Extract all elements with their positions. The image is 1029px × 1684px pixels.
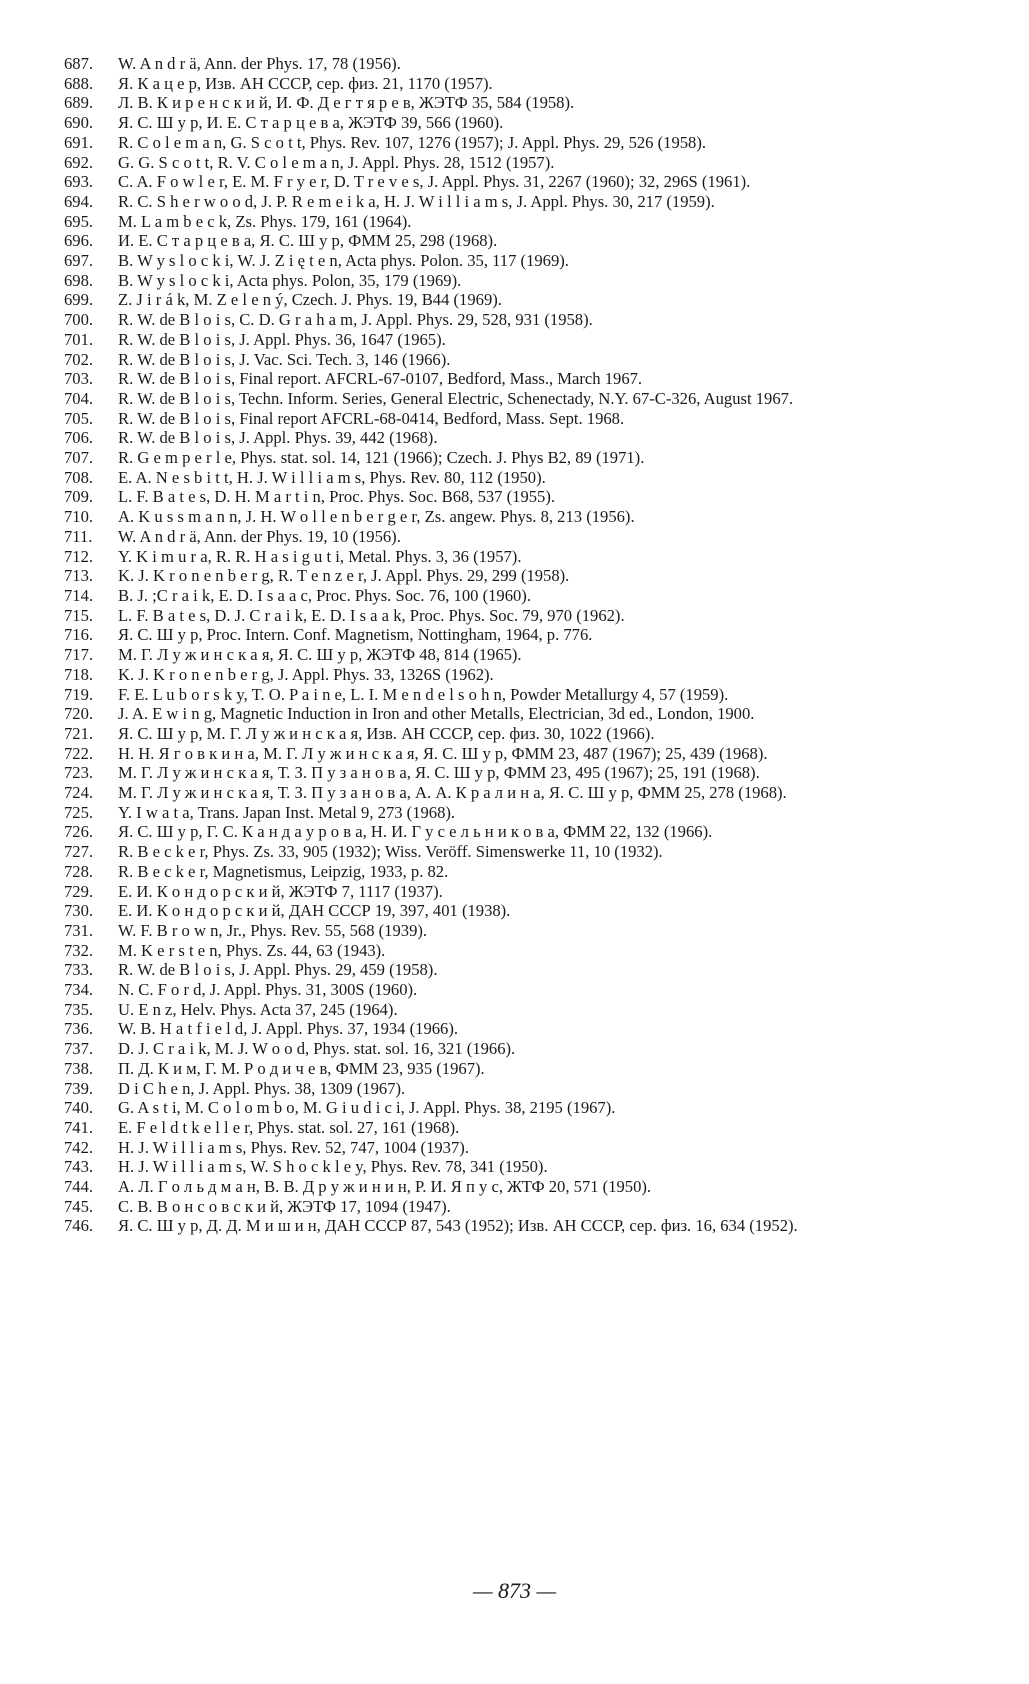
reference-number: 724. [64, 783, 94, 803]
reference-number: 730. [64, 901, 94, 921]
reference-entry [64, 724, 974, 744]
reference-number: 733. [64, 960, 94, 980]
reference-text: K. J. K r o n e n b e r g, J. Appl. Phys. 33, 1326S (1962). [118, 664, 494, 684]
reference-number: 690. [64, 113, 94, 133]
reference-entry [64, 606, 974, 626]
reference-entry [64, 1079, 974, 1099]
reference-text: H. J. W i l l i a m s, W. S h o c k l e y, Phys. Rev. 78, 341 (1950). [118, 1157, 548, 1177]
reference-number: 700. [64, 310, 94, 330]
reference-number: 710. [64, 507, 94, 527]
reference-number: 693. [64, 172, 94, 192]
reference-text: U. E n z, Helv. Phys. Acta 37, 245 (1964). [118, 999, 398, 1019]
reference-text: R. B e c k e r, Magnetismus, Leipzig, 1933, p. 82. [118, 861, 449, 881]
reference-entry [64, 625, 974, 645]
reference-number: 746. [64, 1216, 94, 1236]
reference-entry [64, 527, 974, 547]
reference-number: 738. [64, 1058, 94, 1078]
reference-number: 695. [64, 211, 94, 231]
reference-entry [64, 882, 974, 902]
reference-text: М. Г. Л у ж и н с к а я, Т. З. П у з а н о в а, Я. С. Ш у р, ФММ 23, 495 (1967); 25, 191 (1968). [118, 763, 760, 783]
reference-text: R. C o l e m a n, G. S c o t t, Phys. Rev. 107, 1276 (1957); J. Appl. Phys. 29, 526 (1958). [118, 132, 707, 152]
reference-text: М. Г. Л у ж и н с к а я, Я. С. Ш у р, ЖЭТФ 48, 814 (1965). [118, 645, 522, 665]
reference-text: E. A. N e s b i t t, H. J. W i l l i a m s, Phys. Rev. 80, 112 (1950). [118, 467, 546, 487]
reference-number: 702. [64, 349, 94, 369]
reference-entry [64, 1177, 974, 1197]
reference-text: B. J. ;C r a i k, E. D. I s a a c, Proc. Phys. Soc. 76, 100 (1960). [118, 585, 531, 605]
reference-entry [64, 74, 974, 94]
reference-number: 735. [64, 999, 94, 1019]
reference-text: И. Е. С т а р ц е в а, Я. С. Ш у р, ФММ 25, 298 (1968). [118, 231, 498, 251]
reference-text: Y. K i m u r a, R. R. H a s i g u t i, Metal. Phys. 3, 36 (1957). [118, 546, 522, 566]
reference-number: 711. [64, 526, 93, 546]
reference-entry [64, 566, 974, 586]
reference-number: 714. [64, 585, 94, 605]
reference-number: 704. [64, 388, 94, 408]
reference-text: R. W. de B l o i s, Techn. Inform. Series, General Electric, Schenectady, N.Y. 67-C-326, August 1967. [118, 388, 794, 408]
reference-text: Е. И. К о н д о р с к и й, ДАН СССР 19, 397, 401 (1938). [118, 901, 511, 921]
reference-text: A. K u s s m a n n, J. H. W o l l e n b e r g e r, Zs. angew. Phys. 8, 213 (1956). [118, 507, 635, 527]
reference-entry [64, 1019, 974, 1039]
reference-entry [64, 645, 974, 665]
reference-number: 701. [64, 329, 94, 349]
reference-entry [64, 93, 974, 113]
reference-entry [64, 744, 974, 764]
reference-text: W. F. B r o w n, Jr., Phys. Rev. 55, 568 (1939). [118, 920, 428, 940]
reference-text: R. W. de B l o i s, J. Appl. Phys. 29, 459 (1958). [118, 960, 438, 980]
reference-entry [64, 960, 974, 980]
reference-entry [64, 1098, 974, 1118]
reference-entry [64, 921, 974, 941]
reference-text: Е. И. К о н д о р с к и й, ЖЭТФ 7, 1117 (1937). [118, 881, 443, 901]
reference-number: 740. [64, 1098, 94, 1118]
reference-number: 689. [64, 93, 94, 113]
reference-number: 741. [64, 1117, 94, 1137]
reference-text: B. W y s l o c k i, Acta phys. Polon, 35, 179 (1969). [118, 270, 462, 290]
reference-text: R. W. de B l o i s, Final report AFCRL-68-0414, Bedford, Mass. Sept. 1968. [118, 408, 625, 428]
reference-text: H. J. W i l l i a m s, Phys. Rev. 52, 747, 1004 (1937). [118, 1137, 469, 1157]
reference-number: 722. [64, 743, 94, 763]
reference-entry [64, 350, 974, 370]
reference-text: N. C. F o r d, J. Appl. Phys. 31, 300S (1960). [118, 980, 418, 1000]
reference-number: 723. [64, 763, 94, 783]
reference-entry [64, 842, 974, 862]
reference-number: 725. [64, 802, 94, 822]
reference-entry [64, 251, 974, 271]
reference-entry [64, 685, 974, 705]
reference-entry [64, 665, 974, 685]
reference-number: 743. [64, 1157, 94, 1177]
reference-number: 697. [64, 251, 94, 271]
reference-entry [64, 310, 974, 330]
page-number: — 873 — [472, 1578, 557, 1603]
reference-text: Я. К а ц е р, Изв. АН СССР, сер. физ. 21, 1170 (1957). [118, 73, 493, 93]
reference-text: W. A n d r ä, Ann. der Phys. 17, 78 (1956). [118, 54, 401, 73]
reference-entry [64, 330, 974, 350]
reference-text: R. W. de B l o i s, J. Appl. Phys. 39, 442 (1968). [118, 428, 438, 448]
reference-entry [64, 113, 974, 133]
reference-entry [64, 192, 974, 212]
reference-text: Л. В. К и р е н с к и й, И. Ф. Д е г т я р е в, ЖЭТФ 35, 584 (1958). [118, 93, 575, 113]
reference-number: 713. [64, 566, 94, 586]
reference-number: 707. [64, 448, 94, 468]
reference-text: Я. С. Ш у р, М. Г. Л у ж и н с к а я, Изв. АН СССР, сер. физ. 30, 1022 (1966). [118, 723, 655, 743]
reference-entry [64, 1157, 974, 1177]
reference-number: 718. [64, 664, 94, 684]
reference-number: 687. [64, 54, 94, 73]
reference-text: R. W. de B l o i s, J. Appl. Phys. 36, 1647 (1965). [118, 329, 446, 349]
reference-entry [64, 1000, 974, 1020]
reference-text: А. Л. Г о л ь д м а н, В. В. Д р у ж и н и н, Р. И. Я п у с, ЖТФ 20, 571 (1950). [118, 1177, 652, 1197]
reference-text: R. W. de B l o i s, J. Vac. Sci. Tech. 3, 146 (1966). [118, 349, 451, 369]
reference-number: 706. [64, 428, 94, 448]
reference-number: 694. [64, 191, 94, 211]
reference-number: 703. [64, 369, 94, 389]
reference-text: E. F e l d t k e l l e r, Phys. stat. sol. 27, 161 (1968). [118, 1117, 460, 1137]
reference-entry [64, 901, 974, 921]
reference-text: D i C h e n, J. Appl. Phys. 38, 1309 (1967). [118, 1078, 406, 1098]
reference-number: 705. [64, 408, 94, 428]
reference-number: 727. [64, 842, 94, 862]
reference-text: С. В. В о н с о в с к и й, ЖЭТФ 17, 1094 (1947). [118, 1196, 451, 1216]
reference-entry [64, 389, 974, 409]
reference-entry [64, 783, 974, 803]
reference-text: М. Г. Л у ж и н с к а я, Т. З. П у з а н о в а, А. А. К р а л и н а, Я. С. Ш у р, ФММ 25, 278 (1968). [118, 783, 787, 803]
reference-number: 699. [64, 290, 94, 310]
reference-entry [64, 1216, 974, 1236]
reference-entry [64, 487, 974, 507]
reference-entry [64, 704, 974, 724]
reference-entry [64, 133, 974, 153]
reference-text: G. G. S c o t t, R. V. C o l e m a n, J. Appl. Phys. 28, 1512 (1957). [118, 152, 555, 172]
reference-number: 742. [64, 1137, 94, 1157]
reference-entry [64, 172, 974, 192]
reference-text: Я. С. Ш у р, Proc. Intern. Conf. Magnetism, Nottingham, 1964, p. 776. [118, 625, 593, 645]
reference-number: 709. [64, 487, 94, 507]
reference-text: B. W y s l o c k i, W. J. Z i ę t e n, Acta phys. Polon. 35, 117 (1969). [118, 251, 569, 271]
reference-number: 720. [64, 704, 94, 724]
reference-text: D. J. C r a i k, M. J. W o o d, Phys. stat. sol. 16, 321 (1966). [118, 1039, 516, 1059]
reference-entry [64, 822, 974, 842]
reference-entry [64, 1118, 974, 1138]
reference-text: Я. С. Ш у р, И. Е. С т а р ц е в а, ЖЭТФ 39, 566 (1960). [118, 113, 504, 133]
reference-text: Я. С. Ш у р, Г. С. К а н д а у р о в а, Н. И. Г у с е л ь н и к о в а, ФММ 22, 132 (1966). [118, 822, 713, 842]
reference-text: R. G e m p e r l e, Phys. stat. sol. 14, 121 (1966); Czech. J. Phys B2, 89 (1971). [118, 448, 645, 468]
reference-text: R. W. de B l o i s, C. D. G r a h a m, J. Appl. Phys. 29, 528, 931 (1958). [118, 310, 593, 330]
reference-text: M. K e r s t e n, Phys. Zs. 44, 63 (1943). [118, 940, 386, 960]
reference-entry [64, 507, 974, 527]
reference-entry [64, 763, 974, 783]
reference-text: Н. Н. Я г о в к и н а, М. Г. Л у ж и н с к а я, Я. С. Ш у р, ФММ 23, 487 (1967); 25, 439 (1968). [118, 743, 768, 763]
reference-number: 717. [64, 645, 94, 665]
reference-entry [64, 803, 974, 823]
reference-number: 716. [64, 625, 94, 645]
reference-text: K. J. K r o n e n b e r g, R. T e n z e r, J. Appl. Phys. 29, 299 (1958). [118, 566, 570, 586]
reference-text: R. W. de B l o i s, Final report. AFCRL-67-0107, Bedford, Mass., March 1967. [118, 369, 643, 389]
reference-text: M. L a m b e c k, Zs. Phys. 179, 161 (1964). [118, 211, 412, 231]
reference-number: 732. [64, 940, 94, 960]
reference-number: 691. [64, 132, 94, 152]
reference-number: 731. [64, 920, 94, 940]
reference-number: 728. [64, 861, 94, 881]
reference-entry [64, 290, 974, 310]
reference-number: 712. [64, 546, 94, 566]
reference-text: П. Д. К и м, Г. М. Р о д и ч е в, ФММ 23, 935 (1967). [118, 1058, 485, 1078]
reference-entry [64, 1197, 974, 1217]
reference-entry [64, 231, 974, 251]
reference-text: L. F. B a t e s, D. J. C r a i k, E. D. I s a a k, Proc. Phys. Soc. 79, 970 (1962). [118, 605, 625, 625]
reference-text: W. A n d r ä, Ann. der Phys. 19, 10 (1956). [118, 526, 401, 546]
reference-number: 745. [64, 1196, 94, 1216]
reference-entry [64, 1059, 974, 1079]
reference-number: 737. [64, 1039, 94, 1059]
reference-entry [64, 448, 974, 468]
reference-text: G. A s t i, M. C o l o m b o, M. G i u d i c i, J. Appl. Phys. 38, 2195 (1967). [118, 1098, 616, 1118]
reference-entry [64, 586, 974, 606]
reference-entry [64, 212, 974, 232]
reference-number: 744. [64, 1177, 94, 1197]
reference-number: 726. [64, 822, 94, 842]
reference-text: W. B. H a t f i e l d, J. Appl. Phys. 37, 1934 (1966). [118, 1019, 459, 1039]
reference-text: Я. С. Ш у р, Д. Д. М и ш и н, ДАН СССР 87, 543 (1952); Изв. АН СССР, сер. физ. 16, 634 (1952). [118, 1216, 798, 1236]
reference-number: 688. [64, 73, 94, 93]
reference-list [64, 54, 974, 1236]
reference-number: 698. [64, 270, 94, 290]
reference-number: 734. [64, 980, 94, 1000]
reference-number: 719. [64, 684, 94, 704]
reference-text: L. F. B a t e s, D. H. M a r t i n, Proc. Phys. Soc. B68, 537 (1955). [118, 487, 556, 507]
reference-entry [64, 428, 974, 448]
reference-entry [64, 271, 974, 291]
reference-entry [64, 547, 974, 567]
reference-text: Y. I w a t a, Trans. Japan Inst. Metal 9, 273 (1968). [118, 802, 456, 822]
reference-number: 708. [64, 467, 94, 487]
reference-text: Z. J i r á k, M. Z e l e n ý, Czech. J. Phys. 19, B44 (1969). [118, 290, 502, 310]
reference-entry [64, 980, 974, 1000]
reference-entry [64, 153, 974, 173]
reference-entry [64, 1039, 974, 1059]
reference-number: 721. [64, 723, 94, 743]
reference-number: 696. [64, 231, 94, 251]
reference-text: J. A. E w i n g, Magnetic Induction in Iron and other Metalls, Electrician, 3d ed., London, 1900. [118, 704, 755, 724]
reference-entry [64, 468, 974, 488]
reference-number: 729. [64, 881, 94, 901]
reference-entry [64, 409, 974, 429]
reference-number: 715. [64, 605, 94, 625]
reference-entry [64, 369, 974, 389]
reference-text: C. A. F o w l e r, E. M. F r y e r, D. T r e v e s, J. Appl. Phys. 31, 2267 (1960); 32, 296S (1961). [118, 172, 751, 192]
reference-text: F. E. L u b o r s k y, T. O. P a i n e, L. I. M e n d e l s o h n, Powder Metallurgy 4, 57 (1959). [118, 684, 729, 704]
reference-text: R. C. S h e r w o o d, J. P. R e m e i k a, H. J. W i l l i a m s, J. Appl. Phys. 30, 217 (1959). [118, 191, 715, 211]
reference-entry [64, 941, 974, 961]
reference-number: 692. [64, 152, 94, 172]
reference-entry [64, 862, 974, 882]
reference-entry [64, 1138, 974, 1158]
reference-entry [64, 54, 974, 74]
reference-number: 736. [64, 1019, 94, 1039]
reference-text: R. B e c k e r, Phys. Zs. 33, 905 (1932); Wiss. Veröff. Simenswerke 11, 10 (1932). [118, 842, 663, 862]
reference-number: 739. [64, 1078, 94, 1098]
